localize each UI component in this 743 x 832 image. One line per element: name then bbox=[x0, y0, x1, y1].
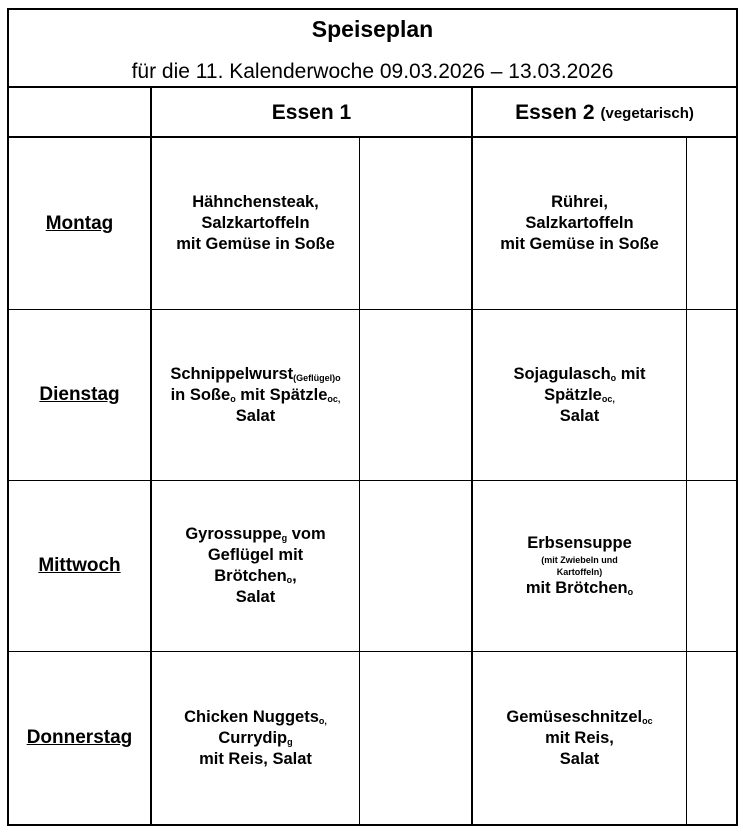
allergen-code: o bbox=[230, 393, 236, 404]
day-tuesday: Dienstag bbox=[39, 384, 120, 405]
meal-line: Chicken Nuggets bbox=[184, 707, 319, 726]
meal-line: in Soße bbox=[170, 385, 231, 404]
meal-line: Sojagulasch bbox=[513, 364, 611, 383]
column-header-essen1 bbox=[152, 88, 471, 138]
meal-monday-essen1 bbox=[152, 138, 359, 309]
column-header-essen2 bbox=[473, 88, 736, 138]
title-block bbox=[9, 10, 736, 88]
meal-thursday-essen1 bbox=[152, 652, 359, 824]
day-wednesday: Mittwoch bbox=[38, 555, 121, 576]
meal-line: Schnippelwurst bbox=[170, 364, 294, 383]
essen2-label: Essen 2 bbox=[515, 101, 595, 124]
meal-line: Salzkartoffeln bbox=[525, 214, 634, 232]
meal-line: Brötchen bbox=[214, 567, 287, 585]
meal-line: Currydip bbox=[218, 728, 288, 747]
allergen-code: o bbox=[627, 587, 634, 597]
column-divider bbox=[359, 138, 360, 824]
meal-line: mit Reis, Salat bbox=[199, 749, 312, 768]
allergen-code: oc, bbox=[601, 393, 615, 404]
allergen-code: oc, bbox=[327, 393, 341, 404]
meal-note: Kartoffeln) bbox=[556, 567, 603, 577]
allergen-code: o bbox=[610, 372, 617, 383]
meal-wednesday-essen1 bbox=[152, 481, 359, 651]
meal-line: Geflügel mit bbox=[207, 546, 304, 564]
meal-wednesday-essen2 bbox=[473, 481, 686, 651]
meal-line: mit Gemüse in Soße bbox=[176, 235, 335, 253]
essen2-note: (vegetarisch) bbox=[600, 104, 694, 122]
meal-line: , bbox=[292, 567, 297, 585]
menu-table bbox=[7, 8, 738, 826]
meal-monday-essen2 bbox=[473, 138, 686, 309]
meal-line: Salzkartoffeln bbox=[201, 214, 310, 232]
column-divider bbox=[686, 138, 687, 824]
meal-line: Spätzle bbox=[544, 385, 602, 404]
meal-line: Gemüseschnitzel bbox=[506, 707, 643, 726]
meal-note: (mit Zwiebeln und bbox=[541, 555, 618, 565]
meal-line: Erbsensuppe bbox=[527, 534, 632, 552]
meal-line: Gyrossuppe bbox=[185, 525, 282, 543]
meal-thursday-essen2 bbox=[473, 652, 686, 824]
allergen-code: (Geflügel)o bbox=[293, 372, 341, 383]
day-thursday: Donnerstag bbox=[26, 727, 133, 748]
allergen-code: g bbox=[281, 533, 288, 543]
meal-line: mit bbox=[616, 364, 646, 383]
allergen-code: o, bbox=[318, 715, 327, 726]
meal-line: Salat bbox=[235, 588, 276, 606]
allergen-code: o bbox=[286, 575, 293, 585]
meal-tuesday-essen1 bbox=[152, 310, 359, 480]
meal-line: mit Spätzle bbox=[235, 385, 328, 404]
allergen-code: g bbox=[287, 736, 293, 747]
essen1-label: Essen 1 bbox=[271, 101, 352, 124]
allergen-code: oc bbox=[642, 715, 653, 726]
meal-line: mit Reis, bbox=[545, 728, 614, 747]
meal-line: mit Brötchen bbox=[525, 579, 628, 597]
meal-tuesday-essen2 bbox=[473, 310, 686, 480]
meal-line: Salat bbox=[559, 749, 600, 768]
week-subtitle: für die 11. Kalenderwoche 09.03.2026 – 13.03.2026 bbox=[131, 60, 614, 83]
meal-line: mit Gemüse in Soße bbox=[500, 235, 659, 253]
meal-line: vom bbox=[287, 525, 326, 543]
meal-line: Salat bbox=[559, 406, 600, 425]
meal-line: Salat bbox=[235, 406, 276, 425]
page-title: Speiseplan bbox=[311, 16, 434, 42]
meal-line: Rührei, bbox=[551, 193, 608, 211]
meal-line: Hähnchensteak, bbox=[192, 193, 319, 211]
day-monday: Montag bbox=[45, 212, 114, 234]
